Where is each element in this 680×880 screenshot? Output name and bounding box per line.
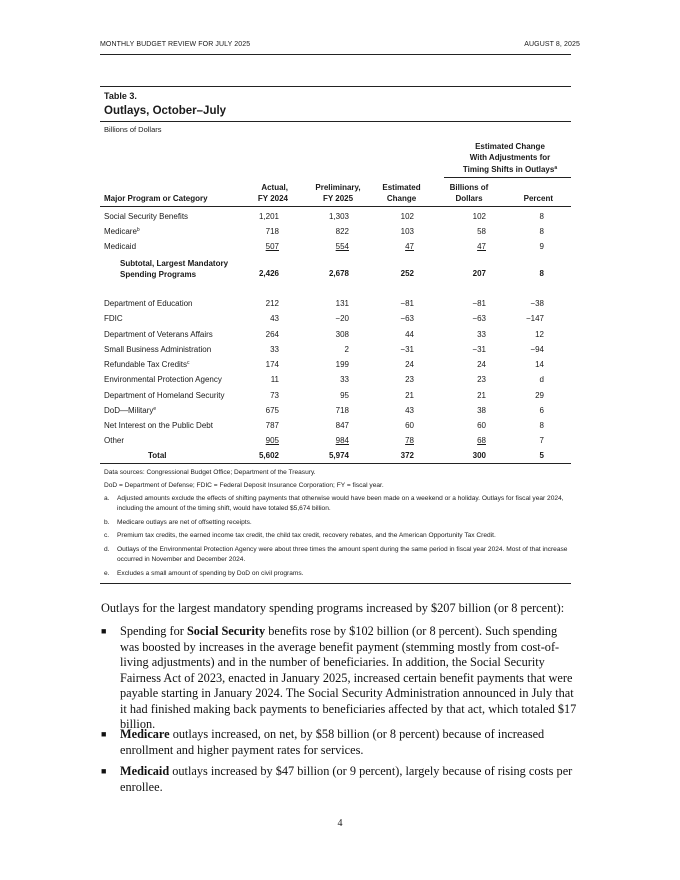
col-header-adj-dollars: Billions of Dollars: [449, 183, 489, 203]
bullet-mark: ■: [101, 766, 107, 776]
table-title-rule: [100, 121, 571, 122]
table-row: Net Interest on the Public Debt 787 847 60 60 8: [104, 421, 544, 430]
bullet-mark: ■: [101, 729, 107, 739]
abbreviations: DoD = Department of Defense; FDIC = Federal Deposit Insurance Corporation; FY = fiscal year.: [104, 482, 384, 489]
intro-paragraph: Outlays for the largest mandatory spending programs increased by $207 billion (or 8 percent):: [101, 601, 565, 615]
table-bottom-rule: [100, 463, 571, 464]
footnote-b: b. Medicare outlays are net of offsetting receipts.: [104, 519, 252, 526]
bullet-mark: ■: [101, 626, 107, 636]
table-label: Table 3.: [104, 91, 137, 101]
col-header-est: Estimated Change: [382, 183, 421, 203]
header-bottom-rule: [100, 206, 571, 207]
footnote-a: a. Adjusted amounts exclude the effects of shifting payments that otherwise would have been made on a weekend or a holiday. Outlays for fiscal year 2024, including the amount of the timing shift, would have totaled $5,674 billion.: [104, 495, 564, 512]
table-row: Environmental Protection Agency 11 33 23 23 d: [104, 375, 544, 384]
table-top-rule: [100, 86, 571, 87]
table-row: Department of Homeland Security 73 95 21 21 29: [104, 391, 544, 400]
footnote-e: e. Excludes a small amount of spending by DoD on civil programs.: [104, 570, 304, 577]
footnote-c: c. Premium tax credits, the earned income tax credit, the child tax credit, recovery rebates, and the American Opportunity Tax Credit.: [104, 532, 496, 539]
table-row: DoD—Military$^e$ 675 718 43 38 6: [104, 406, 544, 415]
bullet-medicare: ■ Medicare outlays increased, on net, by $58 billion (or 8 percent) because of increased enrollment and higher payment rates for services.: [101, 727, 545, 757]
footnotes-bottom-rule: [100, 583, 571, 584]
table-row: FDIC 43 −20 −63 −63 −147: [104, 314, 544, 323]
header-publication: MONTHLY BUDGET REVIEW FOR JULY 2025: [100, 41, 251, 48]
table-units: Billions of Dollars: [104, 125, 162, 134]
page-header: [100, 41, 580, 51]
table-row: Small Business Administration 33 2 −31 −31 −94: [104, 345, 544, 354]
group-header: Estimated Change With Adjustments for Timing Shifts in Outlays$^a$: [462, 142, 558, 174]
table-row: Social Security Benefits 1,201 1,303 102 102 8: [104, 212, 544, 221]
table-row: Medicare$^b$ 718 822 103 58 8: [104, 227, 544, 236]
header-date: AUGUST 8, 2025: [524, 41, 580, 48]
total-row: Total 5,602 5,974 372 300 5: [148, 451, 544, 460]
col-header-adj-pct: Percent: [523, 194, 553, 203]
subtotal-row: Subtotal, Largest Mandatory Spending Programs 2,426 2,678 252 207 8: [120, 259, 544, 279]
bullet-medicaid: ■ Medicaid outlays increased by $47 billion (or 9 percent), largely because of rising costs per enrollee.: [101, 764, 573, 794]
table-title: Outlays, October–July: [104, 105, 227, 117]
table-row: Department of Veterans Affairs 264 308 44 33 12: [104, 330, 544, 339]
header-rule: [100, 54, 571, 55]
col-header-actual: Actual, FY 2024: [257, 183, 288, 203]
table-row: Other 905 984 78 68 7: [104, 436, 544, 445]
bullet-social-security: ■ Spending for Social Security benefits rose by $102 billion (or 8 percent). Such spending was boosted by increases in the average benefit payment (stemming mostly from cost-of-living adjustments) and in the number of beneficiaries. In addition, the Social Security Fairness Act of 2023, enacted in January 2025, increased certain benefit payments that were payable starting in January 2024. The Social Security Administration announced in July that it had finished making back payments to beneficiaries affected by that act, which totaled $17 billion.: [101, 624, 577, 731]
footnote-d: d. Outlays of the Environmental Protection Agency were about three times the amount spent during the same period in fiscal year 2024. Most of that increase occurred in November and December 2024.: [104, 546, 568, 563]
col-header-prelim: Preliminary, FY 2025: [315, 183, 361, 203]
col-header-category: Major Program or Category: [104, 194, 208, 203]
page-number: 4: [337, 818, 343, 829]
group-header-rule: [444, 177, 571, 178]
data-sources: Data sources: Congressional Budget Office; Department of the Treasury.: [104, 469, 316, 476]
table-row: Refundable Tax Credits$^c$ 174 199 24 24 14: [104, 360, 544, 369]
table-row: Medicaid 507 554 47 47 9: [104, 242, 544, 251]
table-row: Department of Education 212 131 −81 −81 −38: [104, 299, 544, 308]
